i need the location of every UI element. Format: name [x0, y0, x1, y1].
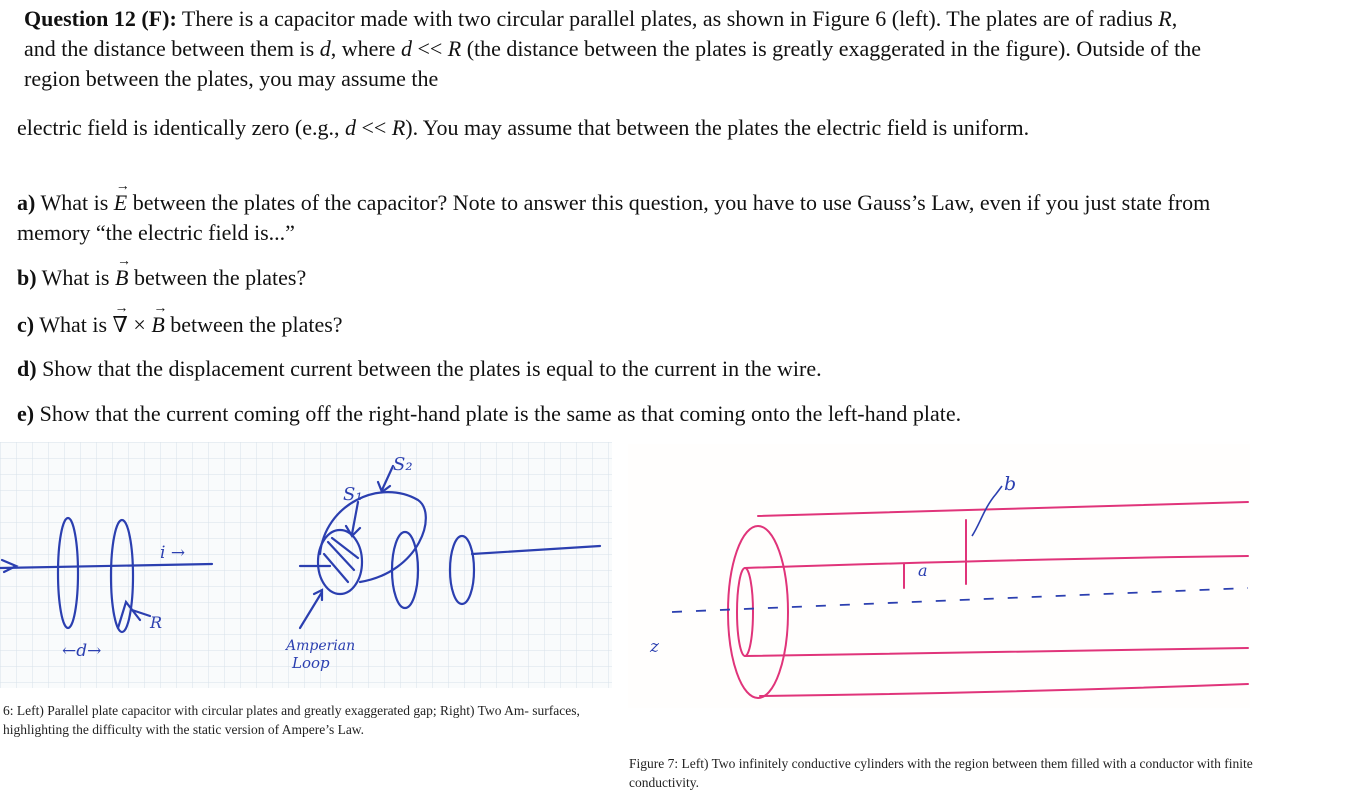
part-d-label: d)	[17, 356, 37, 381]
cont-text: ). You may assume that between the plates the electric field is uniform.	[405, 115, 1030, 140]
vector-b: → B	[115, 263, 128, 293]
part-c-text: between the plates?	[164, 312, 343, 337]
figure-7-caption: Figure 7: Left) Two infinitely conductive cylinders with the region between them filled with a conductor with finite conductivity.	[629, 756, 1253, 790]
cross-product: ×	[127, 312, 152, 337]
part-d	[17, 354, 1217, 384]
label-loop: Loop	[292, 654, 330, 672]
intro-text: , and the distance between them is	[24, 6, 1178, 61]
much-less-than: <<	[411, 36, 448, 61]
label-gap: ←d→	[62, 641, 102, 661]
vector-e: → E	[114, 188, 127, 218]
much-less-than: <<	[356, 115, 392, 140]
question-continuation	[17, 113, 1207, 143]
part-b	[17, 263, 1217, 293]
label-z: z	[650, 637, 659, 657]
figure-6-capacitor-sketch	[0, 442, 612, 688]
part-e-label: e)	[17, 401, 35, 426]
symbol-r: R	[391, 115, 406, 140]
label-s1: S₁	[343, 484, 363, 505]
cont-text: electric field is identically zero (e.g.,	[17, 115, 346, 140]
nabla-operator: → ∇	[113, 310, 128, 340]
part-a-label: a)	[17, 190, 36, 215]
part-a	[17, 188, 1217, 248]
part-b-text: between the plates?	[128, 265, 307, 290]
label-current: i →	[160, 543, 186, 563]
question-label: Question 12 (F):	[24, 6, 177, 31]
label-a: a	[918, 561, 928, 580]
part-a-text: What is	[40, 190, 114, 215]
symbol-d: d	[345, 115, 357, 140]
figure-7-cylinders-sketch	[628, 444, 1250, 708]
part-d-text: Show that the displacement current between the plates is equal to the current in the wire.	[42, 356, 822, 381]
label-b: b	[1004, 473, 1017, 495]
part-b-label: b)	[17, 265, 37, 290]
part-e-text: Show that the current coming off the right-hand plate is the same as that coming onto the left-hand plate.	[39, 401, 962, 426]
part-c-text: What is	[39, 312, 113, 337]
symbol-r: R	[1158, 6, 1172, 31]
label-amperian: Amperian	[286, 638, 356, 654]
symbol-d: d	[319, 36, 331, 61]
part-e	[17, 399, 1217, 429]
part-a-text: between the plates of the capacitor? Note to answer this question, you have to use Gauss’s Law, even if you just state from memory “the electric field is...”	[17, 190, 1211, 245]
vector-b: → B	[151, 310, 164, 340]
symbol-r: R	[447, 36, 462, 61]
part-c	[17, 310, 1217, 340]
intro-text: There is a capacitor made with two circular parallel plates, as shown in Figure 6 (left). The plates are of radius	[181, 6, 1159, 31]
part-b-text: What is	[41, 265, 115, 290]
symbol-d: d	[400, 36, 412, 61]
figure-6-caption: 6: Left) Parallel plate capacitor with circular plates and greatly exaggerated gap; Right) Two Am- surfaces, highlighting the difficulty with the static version of Ampere’s Law.	[3, 703, 580, 737]
part-c-label: c)	[17, 312, 35, 337]
label-s2: S₂	[393, 454, 413, 475]
intro-text: (the distance between the plates is greatly exaggerated in the figure). Outside of the region between the plates, you may assume the	[24, 36, 1201, 91]
intro-text: , where	[330, 36, 401, 61]
question-intro	[24, 4, 1204, 94]
label-radius: R	[150, 613, 163, 632]
